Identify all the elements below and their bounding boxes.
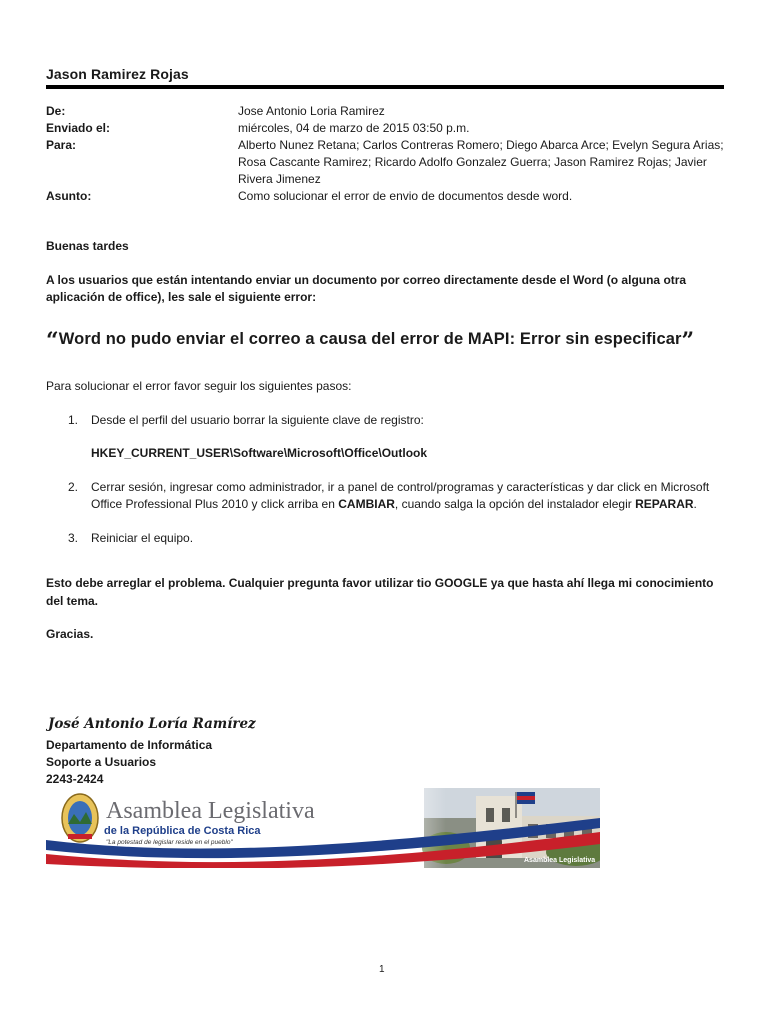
steps-list [46,412,724,548]
signature-department: Departamento de Informática [46,738,213,752]
step-item [46,530,724,548]
header-to [46,137,724,188]
banner-subtitle: de la República de Costa Rica [104,825,261,837]
step-number: 1. [68,412,79,427]
step-text: Reiniciar el equipo. [91,530,194,545]
signature-name: José Antonio Loría Ramírez [48,716,256,732]
email-printout [46,0,724,1024]
greeting: Buenas tardes [46,239,129,253]
photo-caption: Asamblea Legislativa [524,857,596,864]
step-number: 2. [68,479,79,494]
cambiar-keyword: CAMBIAR [338,497,395,511]
signature-phone: 2243-2424 [46,772,104,786]
close-quote-mark: ” [681,327,695,354]
intro-paragraph: A los usuarios que están intentando enviar un documento por correo directamente desde el Word (o alguna otra aplicación de office), les sale el siguiente error: [46,272,687,304]
mailbox-owner-name: Jason Ramirez Rojas [46,66,189,82]
registry-key: HKEY_CURRENT_USER\Software\Microsoft\Office\Outlook [91,446,428,460]
header-label: Asunto: [46,189,92,203]
email-body [46,238,724,660]
header-label: De: [46,104,66,118]
email-headers [46,103,724,205]
header-value: Alberto Nunez Retana; Carlos Contreras Romero; Diego Abarca Arce; Evelyn Segura Arias; Rosa Cascante Ramirez; Ricardo Adolfo Gonzalez Guerra; Jason Ramirez Rojas; Javier Rivera Jimenez [238,138,724,186]
error-message-text: Word no pudo enviar el correo a causa del error de MAPI: Error sin especificar [58,329,682,348]
coat-of-arms-icon [62,794,98,842]
banner-motto: "La potestad de legislar reside en el pueblo" [106,839,233,846]
header-value: Jose Antonio Loria Ramirez [238,104,385,118]
signature-block [46,737,212,788]
header-label: Enviado el: [46,121,111,135]
step-item [46,412,724,463]
step-item [46,479,724,514]
closing-paragraph: Esto debe arreglar el problema. Cualquier pregunta favor utilizar tio GOOGLE ya que hasta ahí llega mi conocimiento del tema. [46,576,714,608]
open-quote-mark: “ [46,327,59,354]
page-number: 1 [379,964,385,975]
asamblea-banner [46,788,600,868]
step-text: Cerrar sesión, ingresar como administrador, ir a panel de control/programas y características y dar click en Microsoft Office Professional Plus 2010 y click arriba en CAMBIAR, cuando salga la opción del instalador elegir REPARAR. [91,479,710,511]
signature-unit: Soporte a Usuarios [46,755,157,769]
header-value: miércoles, 04 de marzo de 2015 03:50 p.m. [238,121,470,135]
step-number: 3. [68,530,79,545]
header-label: Para: [46,138,77,152]
reparar-keyword: REPARAR [635,497,694,511]
header-sent [46,120,724,137]
header-value: Como solucionar el error de envio de documentos desde word. [238,189,573,203]
step-text: Desde el perfil del usuario borrar la siguiente clave de registro: [91,412,424,427]
header-rule [46,85,724,89]
header-subject [46,188,724,205]
banner-title: Asamblea Legislativa [106,798,315,824]
banner-graphic [46,788,600,868]
steps-intro: Para solucionar el error favor seguir los siguientes pasos: [46,379,352,393]
header-from [46,103,724,120]
error-message-quote [46,327,724,354]
thanks: Gracias. [46,627,94,641]
